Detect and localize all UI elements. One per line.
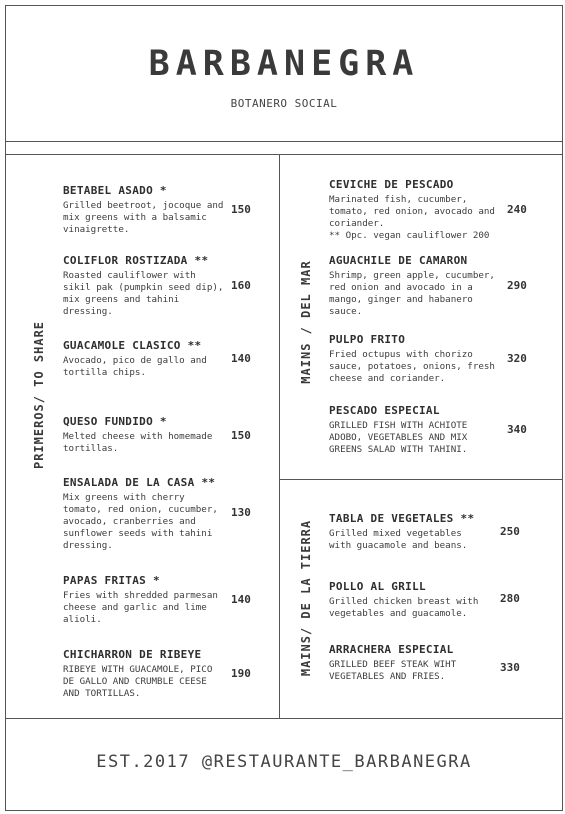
menu-item — [63, 184, 223, 236]
item-description: Melted cheese with homemade tortillas. — [63, 431, 213, 454]
header-divider-top — [5, 141, 563, 142]
item-description: Avocado, pico de gallo and tortilla chips. — [63, 355, 207, 378]
item-price: 130 — [231, 506, 251, 519]
item-price: 150 — [231, 429, 251, 442]
item-price: 160 — [231, 279, 251, 292]
item-description: Grilled mixed vegetables with guacamole and beans. — [329, 528, 468, 551]
item-name: AGUACHILE DE CAMARON — [329, 254, 468, 267]
menu-item — [63, 254, 223, 318]
menu-item — [329, 580, 478, 620]
menu-item — [63, 476, 218, 552]
menu-item — [329, 178, 495, 242]
item-name: POLLO AL GRILL — [329, 580, 426, 593]
item-price: 330 — [500, 661, 520, 674]
brand-tagline: BOTANERO SOCIAL — [230, 97, 338, 110]
item-name: PAPAS FRITAS * — [63, 574, 160, 587]
item-description: Shrimp, green apple, cucumber, red onion and avocado in a mango, ginger and habanero sauce. — [329, 270, 495, 317]
item-name: ARRACHERA ESPECIAL — [329, 643, 454, 656]
menu-item — [329, 333, 495, 385]
menu-item — [63, 415, 212, 455]
item-name: GUACAMOLE CLASICO ** — [63, 339, 202, 352]
item-name: BETABEL ASADO * — [63, 184, 167, 197]
item-price: 320 — [507, 352, 527, 365]
item-price: 140 — [231, 352, 251, 365]
item-name: PULPO FRITO — [329, 333, 406, 346]
item-name: ENSALADA DE LA CASA ** — [63, 476, 216, 489]
item-description: Marinated fish, cucumber, tomato, red onion, avocado and coriander. ** Opc. vegan cauliflower 200 — [329, 194, 495, 241]
item-price: 280 — [500, 592, 520, 605]
item-price: 250 — [500, 525, 520, 538]
item-description: Grilled beetroot, jocoque and mix greens with a balsamic vinaigrette. — [63, 200, 224, 235]
item-price: 150 — [231, 203, 251, 216]
header-divider-bottom — [5, 154, 563, 155]
menu-item — [63, 339, 207, 379]
item-price: 340 — [507, 423, 527, 436]
item-name: CEVICHE DE PESCADO — [329, 178, 454, 191]
item-description: GRILLED FISH WITH ACHIOTE ADOBO, VEGETABLES AND MIX GREENS SALAD WITH TAHINI. — [329, 420, 468, 455]
item-name: COLIFLOR ROSTIZADA ** — [63, 254, 209, 267]
item-price: 140 — [231, 593, 251, 606]
section-label-de-la-tierra: MAINS/ DE LA TIERRA — [299, 519, 313, 677]
item-name: TABLA DE VEGETALES ** — [329, 512, 475, 525]
item-description: RIBEYE WITH GUACAMOLE, PICO DE GALLO AND CRUMBLE CEESE AND TORTILLAS. — [63, 664, 213, 699]
item-description: Grilled chicken breast with vegetables and guacamole. — [329, 596, 479, 619]
menu-item — [329, 512, 474, 552]
section-label-primeros: PRIMEROS/ TO SHARE — [32, 320, 46, 470]
item-description: GRILLED BEEF STEAK WIHT VEGETABLES AND FRIES. — [329, 659, 457, 682]
footer-text: EST.2017 @RESTAURANTE_BARBANEGRA — [96, 752, 472, 772]
menu-item — [63, 648, 212, 700]
menu-item — [329, 643, 456, 683]
item-name: QUESO FUNDIDO * — [63, 415, 167, 428]
menu-item — [63, 574, 218, 626]
brand-title: BARBANEGRA — [148, 44, 420, 84]
menu-item — [329, 404, 467, 456]
item-price: 290 — [507, 279, 527, 292]
column-divider — [279, 154, 280, 718]
section-label-del-mar: MAINS / DEL MAR — [299, 260, 313, 384]
item-name: CHICHARRON DE RIBEYE — [63, 648, 202, 661]
item-price: 190 — [231, 667, 251, 680]
item-description: Mix greens with cherry tomato, red onion, cucumber, avocado, cranberries and sunflower seeds with tahini dressing. — [63, 492, 218, 551]
item-price: 240 — [507, 203, 527, 216]
item-description: Fries with shredded parmesan cheese and garlic and lime alioli. — [63, 590, 218, 625]
item-description: Roasted cauliflower with sikil pak (pumpkin seed dip), mix greens and tahini dressing. — [63, 270, 224, 317]
menu-item — [329, 254, 495, 318]
mains-divider — [279, 479, 563, 480]
item-name: PESCADO ESPECIAL — [329, 404, 440, 417]
footer-divider — [5, 718, 563, 719]
item-description: Fried octupus with chorizo sauce, potatoes, onions, fresh cheese and coriander. — [329, 349, 495, 384]
